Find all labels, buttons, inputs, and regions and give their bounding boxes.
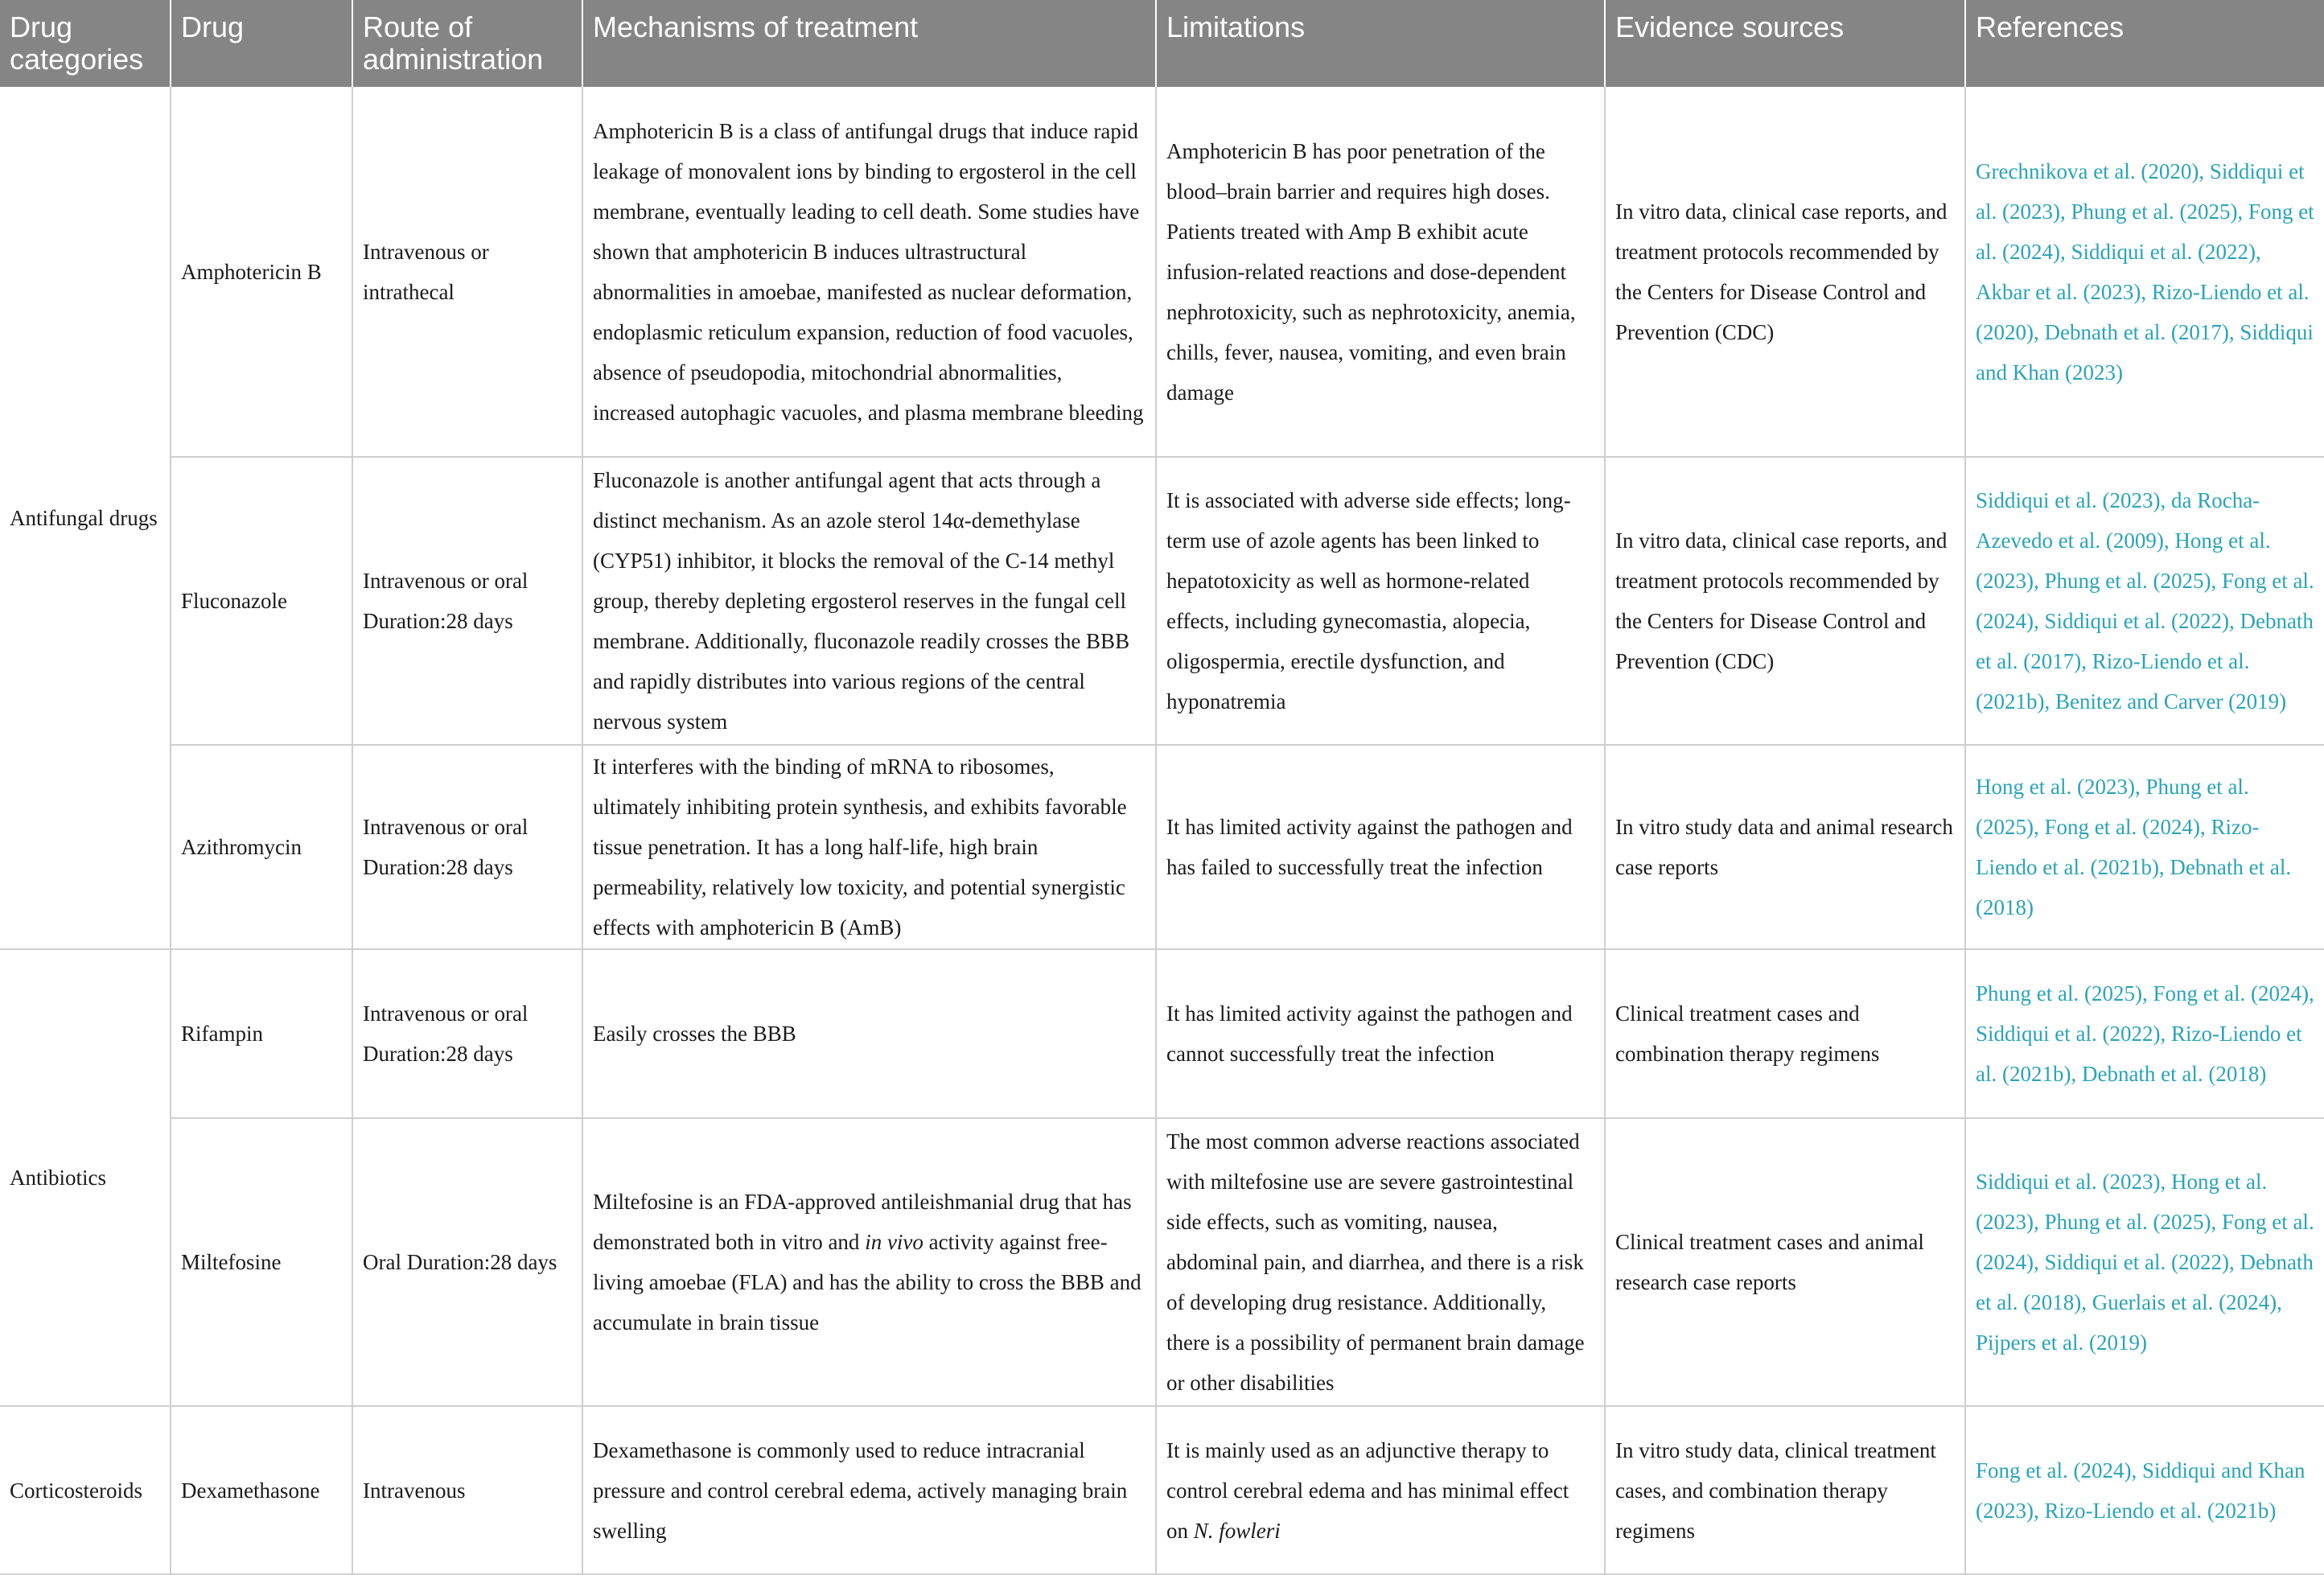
evidence-cell: In vitro data, clinical case reports, and treatment protocols recommended by the Centers for Disease Control and Prevention (CDC): [1605, 87, 1965, 457]
evidence-cell: In vitro study data, clinical treatment cases, and combination therapy regimens: [1605, 1406, 1965, 1574]
limitations-cell: It has limited activity against the pathogen and has failed to successfully treat the infection: [1156, 745, 1605, 949]
route-cell: Intravenous or oral Duration:28 days: [352, 457, 582, 745]
evidence-cell: In vitro data, clinical case reports, and treatment protocols recommended by the Centers for Disease Control and Prevention (CDC): [1605, 457, 1965, 745]
references-link[interactable]: Fong et al. (2024), Siddiqui and Khan (2023), Rizo-Liendo et al. (2021b): [1965, 1406, 2324, 1574]
header-references: References: [1965, 0, 2324, 87]
limitations-cell: [1156, 1406, 1605, 1574]
header-drug: Drug: [171, 0, 352, 87]
mechanism-cell: Dexamethasone is commonly used to reduce intracranial pressure and control cerebral edema, actively managing brain swelling: [582, 1406, 1156, 1574]
references-link[interactable]: Siddiqui et al. (2023), da Rocha-Azevedo et al. (2009), Hong et al. (2023), Phung et al. (2025), Fong et al. (2024), Siddiqui et al. (2022), Debnath et al. (2017), Rizo-Liendo et al. (2021b), Benitez and Carver (2019): [1965, 457, 2324, 745]
mechanism-cell: [582, 1118, 1156, 1406]
mechanism-cell: It interferes with the binding of mRNA to ribosomes, ultimately inhibiting protein synthesis, and exhibits favorable tissue penetration. It has a long half-life, high brain permeability, relatively low toxicity, and potential synergistic effects with amphotericin B (AmB): [582, 745, 1156, 949]
route-cell: Intravenous or intrathecal: [352, 87, 582, 457]
limitations-text: It is mainly used as an adjunctive therapy to control cerebral edema and has minimal effect on: [1166, 1437, 1569, 1543]
mechanism-cell: Fluconazole is another antifungal agent that acts through a distinct mechanism. As an azole sterol 14α-demethylase (CYP51) inhibitor, it blocks the removal of the C-14 methyl group, thereby depleting ergosterol reserves in the fungal cell membrane. Additionally, fluconazole readily crosses the BBB and rapidly distributes into various regions of the central nervous system: [582, 457, 1156, 745]
limitations-cell: It has limited activity against the pathogen and cannot successfully treat the infection: [1156, 949, 1605, 1118]
mechanism-cell: Easily crosses the BBB: [582, 949, 1156, 1118]
evidence-cell: Clinical treatment cases and combination therapy regimens: [1605, 949, 1965, 1118]
header-mechanisms: Mechanisms of treatment: [582, 0, 1156, 87]
mechanism-text-b: activity against free-living amoebae (FLA) and has the ability to cross the BBB and accumulate in brain tissue: [593, 1230, 1141, 1334]
category-corticosteroids: Corticosteroids: [0, 1406, 171, 1574]
header-evidence: Evidence sources: [1605, 0, 1965, 87]
drug-name: Fluconazole: [171, 457, 352, 745]
drug-name: Rifampin: [171, 949, 352, 1118]
route-cell: Intravenous or oral Duration:28 days: [352, 745, 582, 949]
limitations-cell: It is associated with adverse side effects; long-term use of azole agents has been linked to hepatotoxicity as well as hormone-related effects, including gynecomastia, alopecia, oligospermia, erectile dysfunction, and hyponatremia: [1156, 457, 1605, 745]
mechanism-cell: Amphotericin B is a class of antifungal drugs that induce rapid leakage of monovalent ions by binding to ergosterol in the cell membrane, eventually leading to cell death. Some studies have shown that amphotericin B induces ultrastructural abnormalities in amoebae, manifested as nuclear deformation, endoplasmic reticulum expansion, reduction of food vacuoles, absence of pseudopodia, mitochondrial abnormalities, increased autophagic vacuoles, and plasma membrane bleeding: [582, 87, 1156, 457]
route-cell: Oral Duration:28 days: [352, 1118, 582, 1406]
mechanism-text-a: Miltefosine is an FDA-approved antileishmanial drug that has demonstrated both in vitro and: [593, 1190, 1132, 1254]
mechanism-italic: in vivo: [865, 1230, 923, 1254]
header-route: Route of administration: [352, 0, 582, 87]
references-link[interactable]: Siddiqui et al. (2023), Hong et al. (2023), Phung et al. (2025), Fong et al. (2024), Siddiqui et al. (2022), Debnath et al. (2018), Guerlais et al. (2024), Pijpers et al. (2019): [1965, 1118, 2324, 1406]
table-row: [0, 1118, 2324, 1406]
limitations-cell: Amphotericin B has poor penetration of the blood–brain barrier and requires high doses. Patients treated with Amp B exhibit acute infusion-related reactions and dose-dependent nephrotoxicity, such as nephrotoxicity, anemia, chills, fever, nausea, vomiting, and even brain damage: [1156, 87, 1605, 457]
table-row: [0, 1406, 2324, 1574]
drug-name: Amphotericin B: [171, 87, 352, 457]
drug-name: Dexamethasone: [171, 1406, 352, 1574]
header-limitations: Limitations: [1156, 0, 1605, 87]
evidence-cell: In vitro study data and animal research case reports: [1605, 745, 1965, 949]
table-row: [0, 87, 2324, 457]
route-cell: Intravenous or oral Duration:28 days: [352, 949, 582, 1118]
table-row: [0, 745, 2324, 949]
table-row: [0, 457, 2324, 745]
route-cell: Intravenous: [352, 1406, 582, 1574]
table-header-row: [0, 0, 2324, 87]
table-row: [0, 949, 2324, 1118]
category-antibiotics: Antibiotics: [0, 949, 171, 1406]
references-link[interactable]: Phung et al. (2025), Fong et al. (2024), Siddiqui et al. (2022), Rizo-Liendo et al. (2021b), Debnath et al. (2018): [1965, 949, 2324, 1118]
drug-name: Miltefosine: [171, 1118, 352, 1406]
evidence-cell: Clinical treatment cases and animal research case reports: [1605, 1118, 1965, 1406]
category-antifungal: Antifungal drugs: [0, 87, 171, 949]
references-link[interactable]: Grechnikova et al. (2020), Siddiqui et al. (2023), Phung et al. (2025), Fong et al. (2024), Siddiqui et al. (2022), Akbar et al. (2023), Rizo-Liendo et al. (2020), Debnath et al. (2017), Siddiqui and Khan (2023): [1965, 87, 2324, 457]
references-link[interactable]: Hong et al. (2023), Phung et al. (2025), Fong et al. (2024), Rizo-Liendo et al. (2021b), Debnath et al. (2018): [1965, 745, 2324, 949]
limitations-cell: The most common adverse reactions associated with miltefosine use are severe gastrointestinal side effects, such as vomiting, nausea, abdominal pain, and diarrhea, and there is a risk of developing drug resistance. Additionally, there is a possibility of permanent brain damage or other disabilities: [1156, 1118, 1605, 1406]
header-drug-categories: Drug categories: [0, 0, 171, 87]
drug-name: Azithromycin: [171, 745, 352, 949]
species-italic: N. fowleri: [1193, 1518, 1281, 1543]
